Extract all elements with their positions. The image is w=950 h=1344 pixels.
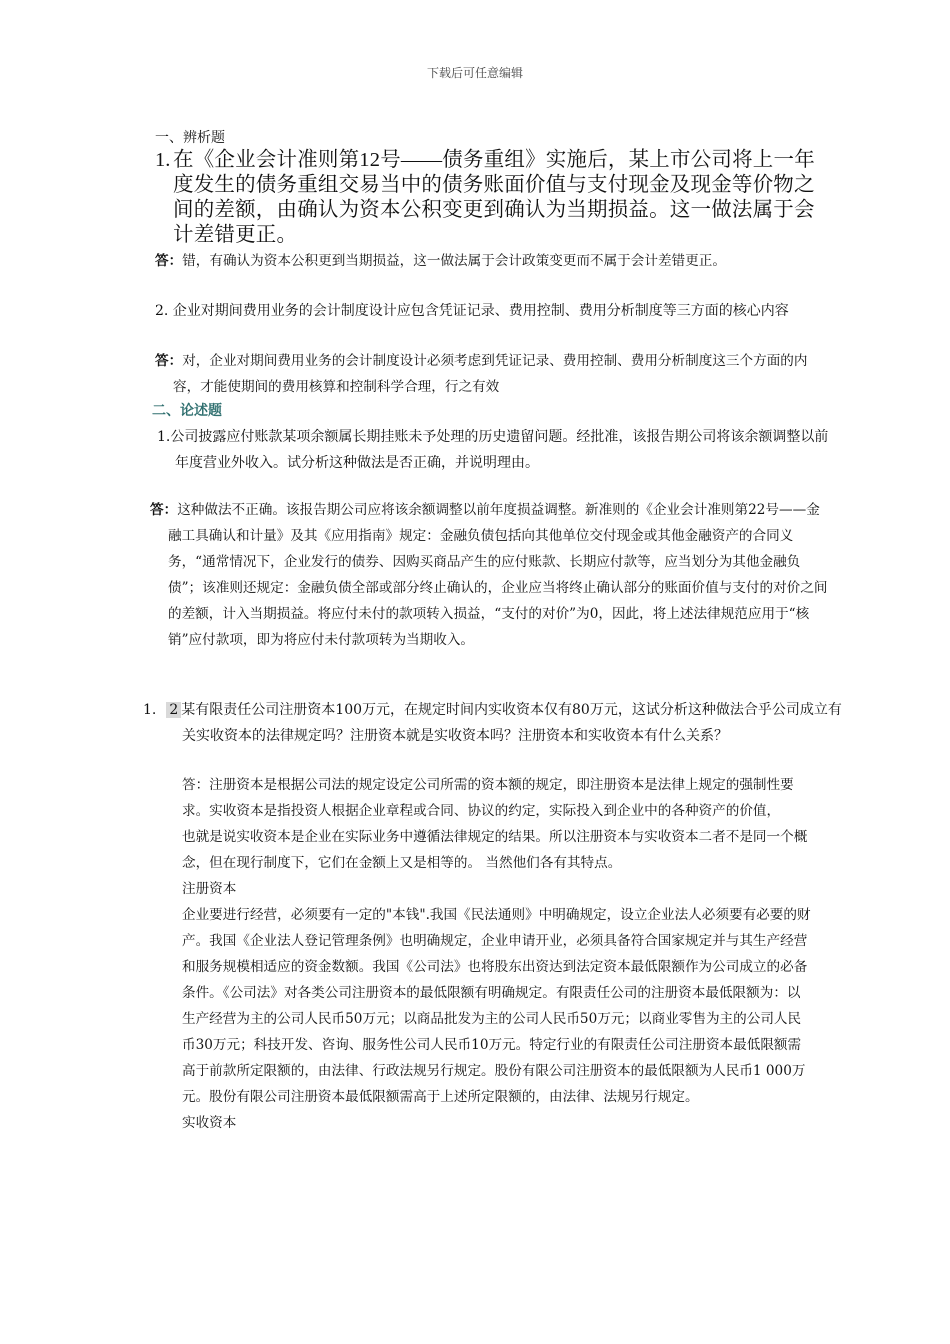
essay-answer-1 (150, 497, 828, 653)
essay-answer-2-para-1: 答：注册资本是根据公司法的规定设定公司所需的资本额的规定，即注册资本是法律上规定的强制性要求。实收资本是指投资人根据企业章程或合同、协议的约定，实际投入到企业中的各种资产的价值， (182, 777, 794, 819)
answer-1 (155, 248, 828, 274)
subheading-paid-in-capital: 实收资本 (182, 1115, 237, 1131)
essay-question-2 (143, 697, 850, 749)
question-1-number: 1. (155, 149, 171, 171)
answer-2-text: 对，企业对期间费用业务的会计制度设计必须考虑到凭证记录、费用控制、费用分析制度这三个方面的内容，才能使期间的费用核算和控制科学合理，行之有效 (173, 353, 808, 395)
answer-2-label: 答： (155, 353, 183, 369)
essay-question-1: 1.公司披露应付账款某项余额属长期挂账未予处理的历史遗留问题。经批准，该报告期公司将该余额调整以前年度营业外收入。试分析这种做法是否正确，并说明理由。 (157, 429, 829, 471)
page-header-note: 下载后可任意编辑 (426, 66, 523, 80)
section-title-2: 二、论述题 (152, 403, 222, 419)
question-1 (155, 148, 815, 248)
answer-1-label: 答： (155, 253, 183, 269)
essay-answer-1-text: 这种做法不正确。该报告期公司应将该余额调整以前年度损益调整。新准则的《企业会计准则第22号——金融工具确认和计量》及其《应用指南》规定：金融负债包括向其他单位交付现金或其他金融资产的合同义务，“通常情况下，企业发行的债券、因购买商品产生的应付账款、长期应付款等，应当划分为其他金融负债”；该准则还规定：金融负债全部或部分终止确认的，企业应当将终止确认部分的账面价值与支付的对价之间的差额，计入当期损益。将应付未付的款项转入损益，“支付的对价”为0，因此，将上述法律规范应用于“核销”应付款项，即为将应付未付款项转为当期收入。 (168, 502, 828, 648)
question-1-text: 在《企业会计准则第12号——债务重组》实施后，某上市公司将上一年度发生的债务重组交易当中的债务账面价值与支付现金及现金等价物之间的差额，由确认为资本公积变更到确认为当期损益。这一做法属于会计差错更正。 (173, 149, 815, 246)
essay-answer-2-para-3: 企业要进行经营，必须要有一定的"本钱".我国《民法通则》中明确规定，设立企业法人必须要有必要的财产。我国《企业法人登记管理条例》也明确规定，企业申请开业，必须具备符合国家规定并与其生产经营和服务规模相适应的资金数额。我国《公司法》也将股东出资达到法定资本最低限额作为公司成立的必备条件。《公司法》对各类公司注册资本的最低限额有明确规定。有限责任公司的注册资本最低限额为：以生产经营为主的公司人民币50万元；以商品批发为主的公司人民币50万元；以商业零售为主的公司人民币30万元；科技开发、咨询、服务性公司人民币10万元。特定行业的有限责任公司注册资本最低限额需高于前款所定限额的，由法律、行政法规另行规定。股份有限公司注册资本的最低限额为人民币1 000万元。股份有限公司注册资本最低限额需高于上述所定限额的，由法律、法规另行规定。 (182, 907, 811, 1105)
answer-1-text: 错，有确认为资本公积更到当期损益，这一做法属于会计政策变更而不属于会计差错更正。 (182, 253, 726, 269)
essay-answer-1-label: 答： (150, 502, 178, 518)
essay-question-2-number: 1. (143, 702, 157, 718)
essay-answer-2 (182, 772, 812, 1136)
question-2: 2. 企业对期间费用业务的会计制度设计应包含凭证记录、费用控制、费用分析制度等三方面的核心内容 (155, 303, 789, 319)
essay-question-2-text: 某有限责任公司注册资本100万元，在规定时间内实收资本仅有80万元，这试分析这种做法合乎公司成立有关实收资本的法律规定吗？注册资本就是实收资本吗？注册资本和实收资本有什么关系？ (181, 702, 842, 744)
answer-2 (155, 348, 828, 400)
section-title-1: 一、辨析题 (155, 130, 225, 146)
essay-answer-2-para-2: 也就是说实收资本是企业在实际业务中遵循法律规定的结果。所以注册资本与实收资本二者不是同一个概念，但在现行制度下，它们在金额上又是相等的。 当然他们各有其特点。 (182, 829, 808, 871)
subheading-registered-capital: 注册资本 (182, 881, 237, 897)
essay-question-2-marker: 2 (166, 702, 181, 718)
